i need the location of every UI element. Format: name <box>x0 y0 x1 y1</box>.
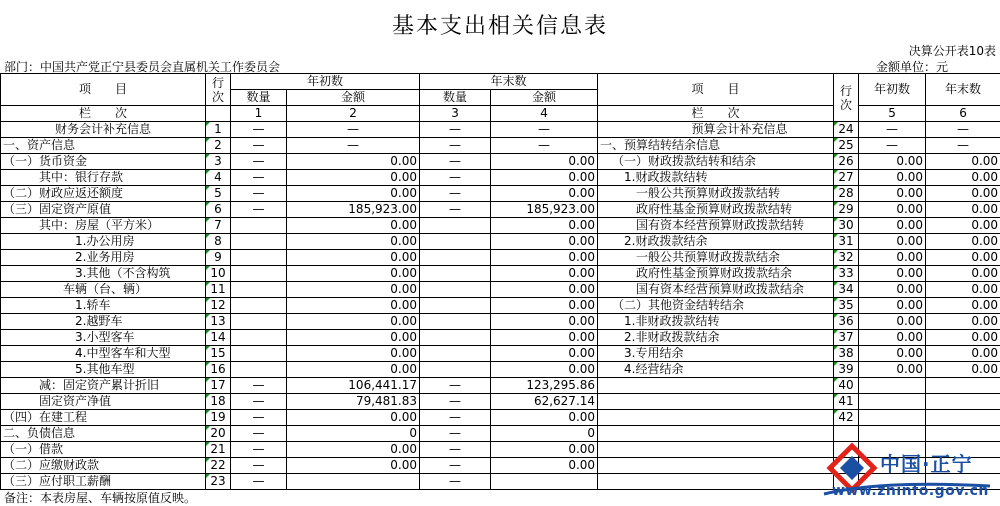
right-begin: 0.00 <box>859 234 926 250</box>
table-row <box>1 266 1000 282</box>
left-item: 其中：房屋（平方米） <box>1 218 206 234</box>
right-line-no: 33 <box>834 266 859 282</box>
col-label-right: 栏 次 <box>598 106 834 122</box>
table-row <box>1 186 1000 202</box>
header-line: 行次 <box>206 74 231 106</box>
table-row <box>1 378 1000 394</box>
left-item: 减：固定资产累计折旧 <box>1 378 206 394</box>
right-line-no: 34 <box>834 282 859 298</box>
right-item: 一般公共预算财政拨款结余 <box>598 250 834 266</box>
left-begin-amount: 79,481.83 <box>287 394 420 410</box>
left-end-qty: — <box>420 474 491 490</box>
left-item: 一、资产信息 <box>1 138 206 154</box>
right-item: 国有资本经营预算财政拨款结转 <box>598 218 834 234</box>
header-item: 项 目 <box>1 74 206 106</box>
right-item <box>598 442 834 458</box>
left-end-qty: — <box>420 442 491 458</box>
left-line-no: 18 <box>206 394 231 410</box>
left-end-qty <box>420 218 491 234</box>
right-begin: 0.00 <box>859 266 926 282</box>
left-begin-amount: 0.00 <box>287 170 420 186</box>
left-item: （三）固定资产原值 <box>1 202 206 218</box>
left-line-no: 4 <box>206 170 231 186</box>
left-begin-qty: — <box>231 378 287 394</box>
left-line-no: 22 <box>206 458 231 474</box>
left-begin-amount: 0.00 <box>287 298 420 314</box>
col-5: 5 <box>859 106 926 122</box>
left-end-amount: 0.00 <box>491 154 598 170</box>
right-line-no: 35 <box>834 298 859 314</box>
left-end-qty <box>420 282 491 298</box>
right-begin: 0.00 <box>859 346 926 362</box>
left-line-no: 5 <box>206 186 231 202</box>
table-row <box>1 346 1000 362</box>
left-end-amount: 0.00 <box>491 346 598 362</box>
left-begin-amount: 0.00 <box>287 458 420 474</box>
left-begin-amount: 0.00 <box>287 410 420 426</box>
table-row <box>1 298 1000 314</box>
right-line-no: 26 <box>834 154 859 170</box>
left-end-qty <box>420 314 491 330</box>
table-row <box>1 170 1000 186</box>
right-end: 0.00 <box>926 186 1000 202</box>
left-line-no: 11 <box>206 282 231 298</box>
right-end: 0.00 <box>926 250 1000 266</box>
left-end-amount: 0.00 <box>491 170 598 186</box>
left-begin-amount <box>287 474 420 490</box>
left-begin-amount: 106,441.17 <box>287 378 420 394</box>
left-end-amount: — <box>491 138 598 154</box>
right-item <box>598 394 834 410</box>
header-line-right: 行次 <box>834 74 859 122</box>
left-end-amount: 0 <box>491 426 598 442</box>
right-end: 0.00 <box>926 202 1000 218</box>
right-begin: 0.00 <box>859 218 926 234</box>
left-begin-qty <box>231 330 287 346</box>
right-begin: — <box>859 138 926 154</box>
right-line-no: 30 <box>834 218 859 234</box>
right-line-no: 41 <box>834 394 859 410</box>
right-end: 0.00 <box>926 346 1000 362</box>
left-item: 二、负债信息 <box>1 426 206 442</box>
right-line-no: 27 <box>834 170 859 186</box>
left-end-amount: 0.00 <box>491 218 598 234</box>
table-row <box>1 202 1000 218</box>
left-begin-amount: — <box>287 138 420 154</box>
left-end-qty: — <box>420 170 491 186</box>
header-amount-begin: 金额 <box>287 90 420 106</box>
left-end-qty <box>420 266 491 282</box>
right-item <box>598 378 834 394</box>
right-item: 政府性基金预算财政拨款结转 <box>598 202 834 218</box>
table-row <box>1 394 1000 410</box>
left-end-amount: — <box>491 122 598 138</box>
left-end-qty <box>420 234 491 250</box>
left-end-qty: — <box>420 458 491 474</box>
right-line-no: 28 <box>834 186 859 202</box>
left-line-no: 2 <box>206 138 231 154</box>
right-item <box>598 426 834 442</box>
left-end-qty: — <box>420 186 491 202</box>
right-end <box>926 394 1000 410</box>
left-end-amount: 0.00 <box>491 266 598 282</box>
left-begin-amount: 0.00 <box>287 442 420 458</box>
left-begin-qty: — <box>231 442 287 458</box>
left-end-amount: 123,295.86 <box>491 378 598 394</box>
table-row <box>1 234 1000 250</box>
right-end: 0.00 <box>926 330 1000 346</box>
left-item: 固定资产净值 <box>1 394 206 410</box>
left-line-no: 3 <box>206 154 231 170</box>
right-end: 0.00 <box>926 314 1000 330</box>
left-begin-qty <box>231 218 287 234</box>
table-row <box>1 154 1000 170</box>
left-begin-qty: — <box>231 170 287 186</box>
left-begin-amount: 0.00 <box>287 346 420 362</box>
right-item <box>598 458 834 474</box>
footnote: 备注：本表房屋、车辆按原值反映。 <box>4 489 196 506</box>
left-begin-qty <box>231 282 287 298</box>
left-begin-qty: — <box>231 410 287 426</box>
table-row <box>1 330 1000 346</box>
left-begin-amount: 0.00 <box>287 314 420 330</box>
left-end-amount: 62,627.14 <box>491 394 598 410</box>
right-item: 一、预算结转结余信息 <box>598 138 834 154</box>
left-begin-qty: — <box>231 202 287 218</box>
left-begin-amount: — <box>287 122 420 138</box>
left-line-no: 17 <box>206 378 231 394</box>
header-beginning-right: 年初数 <box>859 74 926 106</box>
table-row <box>1 138 1000 154</box>
right-begin: 0.00 <box>859 330 926 346</box>
left-end-amount: 0.00 <box>491 250 598 266</box>
left-item: 2.业务用房 <box>1 250 206 266</box>
right-line-no: 24 <box>834 122 859 138</box>
left-end-amount: 0.00 <box>491 234 598 250</box>
left-item: 2.越野车 <box>1 314 206 330</box>
left-begin-amount: 0.00 <box>287 330 420 346</box>
left-begin-qty: — <box>231 154 287 170</box>
right-line-no: 39 <box>834 362 859 378</box>
left-line-no: 15 <box>206 346 231 362</box>
left-begin-qty <box>231 234 287 250</box>
left-begin-amount: 0.00 <box>287 234 420 250</box>
left-item: （一）借款 <box>1 442 206 458</box>
left-end-qty: — <box>420 410 491 426</box>
expenditure-info-table <box>0 73 1000 490</box>
right-line-no: 31 <box>834 234 859 250</box>
right-item: 1.财政拨款结转 <box>598 170 834 186</box>
left-line-no: 10 <box>206 266 231 282</box>
right-begin: 0.00 <box>859 314 926 330</box>
left-end-amount: 0.00 <box>491 458 598 474</box>
right-begin: 0.00 <box>859 186 926 202</box>
left-end-amount: 0.00 <box>491 442 598 458</box>
left-end-qty <box>420 346 491 362</box>
right-line-no: 32 <box>834 250 859 266</box>
left-begin-qty <box>231 346 287 362</box>
left-end-amount <box>491 474 598 490</box>
left-end-amount: 185,923.00 <box>491 202 598 218</box>
header-item-right: 项 目 <box>598 74 834 106</box>
left-end-qty: — <box>420 154 491 170</box>
right-line-no: 25 <box>834 138 859 154</box>
right-item: 2.非财政拨款结余 <box>598 330 834 346</box>
right-begin: — <box>859 122 926 138</box>
col-1: 1 <box>231 106 287 122</box>
right-begin: 0.00 <box>859 282 926 298</box>
left-line-no: 13 <box>206 314 231 330</box>
right-line-no: 29 <box>834 202 859 218</box>
col-3: 3 <box>420 106 491 122</box>
right-end: 0.00 <box>926 266 1000 282</box>
right-item: 4.经营结余 <box>598 362 834 378</box>
right-end <box>926 410 1000 426</box>
table-row <box>1 218 1000 234</box>
left-end-amount: 0.00 <box>491 298 598 314</box>
left-end-amount: 0.00 <box>491 362 598 378</box>
left-begin-qty: — <box>231 458 287 474</box>
left-end-amount: 0.00 <box>491 330 598 346</box>
header-ending-right: 年末数 <box>926 74 1000 106</box>
left-begin-qty <box>231 250 287 266</box>
right-end: 0.00 <box>926 234 1000 250</box>
right-begin: 0.00 <box>859 362 926 378</box>
right-end: 0.00 <box>926 298 1000 314</box>
left-line-no: 23 <box>206 474 231 490</box>
left-item: （二）财政应返还额度 <box>1 186 206 202</box>
right-begin <box>859 410 926 426</box>
left-line-no: 1 <box>206 122 231 138</box>
right-item: 预算会计补充信息 <box>598 122 834 138</box>
department-label: 部门：中国共产党正宁县委员会直属机关工作委员会 <box>4 58 280 75</box>
right-item <box>598 410 834 426</box>
right-item: （二）其他资金结转结余 <box>598 298 834 314</box>
col-line-blank <box>206 106 231 122</box>
left-begin-qty: — <box>231 426 287 442</box>
left-begin-amount: 0.00 <box>287 266 420 282</box>
left-line-no: 12 <box>206 298 231 314</box>
left-item: 3.其他（不含构筑 <box>1 266 206 282</box>
header-qty-begin: 数量 <box>231 90 287 106</box>
table-row <box>1 282 1000 298</box>
left-end-amount: 0.00 <box>491 186 598 202</box>
header-amount-end: 金额 <box>491 90 598 106</box>
left-line-no: 8 <box>206 234 231 250</box>
right-end: 0.00 <box>926 282 1000 298</box>
right-line-no: 42 <box>834 410 859 426</box>
left-end-amount: 0.00 <box>491 314 598 330</box>
left-end-qty <box>420 330 491 346</box>
header-qty-end: 数量 <box>420 90 491 106</box>
amount-unit: 金额单位：元 <box>876 58 948 75</box>
right-item: 3.专用结余 <box>598 346 834 362</box>
right-begin: 0.00 <box>859 170 926 186</box>
left-begin-amount: 0.00 <box>287 250 420 266</box>
left-item: 4.中型客车和大型 <box>1 346 206 362</box>
left-item: 财务会计补充信息 <box>1 122 206 138</box>
left-end-amount: 0.00 <box>491 410 598 426</box>
col-label: 栏 次 <box>1 106 206 122</box>
left-begin-amount: 0.00 <box>287 154 420 170</box>
left-end-qty: — <box>420 426 491 442</box>
watermark-text: 中国·正宁 <box>880 448 973 477</box>
left-begin-qty <box>231 298 287 314</box>
left-end-qty: — <box>420 202 491 218</box>
left-end-qty: — <box>420 122 491 138</box>
left-line-no: 6 <box>206 202 231 218</box>
right-item: 一般公共预算财政拨款结转 <box>598 186 834 202</box>
table-row <box>1 314 1000 330</box>
left-line-no: 14 <box>206 330 231 346</box>
right-item: 1.非财政拨款结转 <box>598 314 834 330</box>
table-row <box>1 410 1000 426</box>
col-6: 6 <box>926 106 1000 122</box>
watermark-url: www.zninfo.gov.cn <box>832 483 989 499</box>
right-begin: 0.00 <box>859 250 926 266</box>
right-item: （一）财政拨款结转和结余 <box>598 154 834 170</box>
left-item: 5.其他车型 <box>1 362 206 378</box>
left-begin-amount: 185,923.00 <box>287 202 420 218</box>
left-begin-amount: 0.00 <box>287 186 420 202</box>
left-line-no: 20 <box>206 426 231 442</box>
left-end-qty: — <box>420 138 491 154</box>
left-begin-amount: 0.00 <box>287 282 420 298</box>
left-begin-qty: — <box>231 394 287 410</box>
table-row <box>1 122 1000 138</box>
left-end-qty <box>420 250 491 266</box>
right-line-no: 40 <box>834 378 859 394</box>
left-end-qty: — <box>420 394 491 410</box>
left-item: 1.轿车 <box>1 298 206 314</box>
left-begin-qty: — <box>231 474 287 490</box>
header-beginning: 年初数 <box>231 74 420 90</box>
left-begin-qty: — <box>231 122 287 138</box>
left-item: 其中：银行存款 <box>1 170 206 186</box>
right-end: — <box>926 138 1000 154</box>
right-item: 2.财政拨款结余 <box>598 234 834 250</box>
table-row <box>1 250 1000 266</box>
left-end-qty: — <box>420 378 491 394</box>
left-begin-amount: 0 <box>287 426 420 442</box>
right-begin: 0.00 <box>859 202 926 218</box>
left-line-no: 16 <box>206 362 231 378</box>
left-end-qty <box>420 298 491 314</box>
col-4: 4 <box>491 106 598 122</box>
right-line-no: 36 <box>834 314 859 330</box>
right-line-no: 38 <box>834 346 859 362</box>
table-row <box>1 362 1000 378</box>
left-begin-qty <box>231 362 287 378</box>
right-end: — <box>926 122 1000 138</box>
right-end: 0.00 <box>926 362 1000 378</box>
right-line-no: 37 <box>834 330 859 346</box>
right-begin: 0.00 <box>859 154 926 170</box>
left-item: 1.办公用房 <box>1 234 206 250</box>
right-begin: 0.00 <box>859 298 926 314</box>
left-line-no: 9 <box>206 250 231 266</box>
right-begin <box>859 394 926 410</box>
col-2: 2 <box>287 106 420 122</box>
right-item: 国有资本经营预算财政拨款结余 <box>598 282 834 298</box>
left-begin-amount: 0.00 <box>287 218 420 234</box>
left-end-qty <box>420 362 491 378</box>
left-item: （一）货币资金 <box>1 154 206 170</box>
left-begin-qty: — <box>231 138 287 154</box>
right-item: 政府性基金预算财政拨款结余 <box>598 266 834 282</box>
right-end: 0.00 <box>926 218 1000 234</box>
left-item: （三）应付职工薪酬 <box>1 474 206 490</box>
left-line-no: 21 <box>206 442 231 458</box>
right-item <box>598 474 834 490</box>
left-item: 3.小型客车 <box>1 330 206 346</box>
form-number: 决算公开表10表 <box>909 42 996 59</box>
left-item: （二）应缴财政款 <box>1 458 206 474</box>
header-ending: 年末数 <box>420 74 598 90</box>
left-line-no: 7 <box>206 218 231 234</box>
right-end: 0.00 <box>926 170 1000 186</box>
left-begin-amount: 0.00 <box>287 362 420 378</box>
right-end <box>926 378 1000 394</box>
page-title: 基本支出相关信息表 <box>0 9 1000 40</box>
left-end-amount: 0.00 <box>491 282 598 298</box>
left-begin-qty <box>231 314 287 330</box>
right-end: 0.00 <box>926 154 1000 170</box>
left-item: 车辆（台、辆） <box>1 282 206 298</box>
left-item: （四）在建工程 <box>1 410 206 426</box>
right-begin <box>859 378 926 394</box>
left-begin-qty <box>231 266 287 282</box>
left-begin-qty: — <box>231 186 287 202</box>
left-line-no: 19 <box>206 410 231 426</box>
